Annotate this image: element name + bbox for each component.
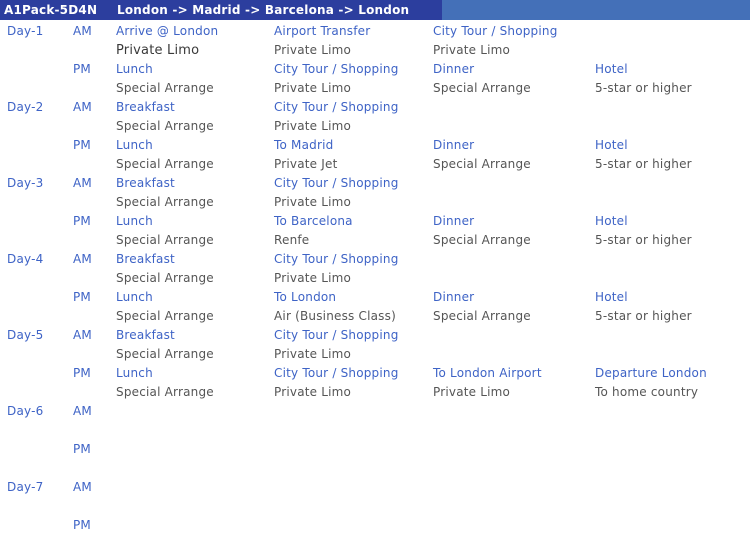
activity-label: Dinner <box>433 138 475 152</box>
day-label: Day-5 <box>7 328 44 342</box>
activity-label: Dinner <box>433 62 475 76</box>
detail-label: 5-star or higher <box>595 309 692 323</box>
day-label: Day-2 <box>7 100 44 114</box>
period-label: AM <box>73 100 92 114</box>
period-label: PM <box>73 290 91 304</box>
period-label: AM <box>73 404 92 418</box>
activity-label: Lunch <box>116 366 153 380</box>
activity-label: Lunch <box>116 62 153 76</box>
activity-label: Breakfast <box>116 100 175 114</box>
day-label: Day-1 <box>7 24 44 38</box>
activity-label: Arrive @ London <box>116 24 219 38</box>
activity-label: City Tour / Shopping <box>274 366 399 380</box>
activity-label: Breakfast <box>116 328 175 342</box>
day-label: Day-4 <box>7 252 44 266</box>
activity-label: To London <box>274 290 337 304</box>
period-label: AM <box>73 252 92 266</box>
activity-label: To Madrid <box>274 138 334 152</box>
detail-label: Private Limo <box>433 43 511 57</box>
detail-label: Special Arrange <box>433 309 531 323</box>
activity-label: Dinner <box>433 214 475 228</box>
period-label: AM <box>73 24 92 38</box>
activity-label: City Tour / Shopping <box>433 24 558 38</box>
period-label: PM <box>73 366 91 380</box>
detail-label: Special Arrange <box>116 195 214 209</box>
detail-label: 5-star or higher <box>595 233 692 247</box>
activity-label: Lunch <box>116 290 153 304</box>
activity-label: Airport Transfer <box>274 24 371 38</box>
period-label: AM <box>73 480 92 494</box>
period-label: PM <box>73 214 91 228</box>
period-label: AM <box>73 328 92 342</box>
detail-label: Private Limo <box>274 271 352 285</box>
activity-label: To London Airport <box>433 366 542 380</box>
detail-label: Special Arrange <box>116 309 214 323</box>
detail-label: Special Arrange <box>116 385 214 399</box>
day-label: Day-6 <box>7 404 44 418</box>
detail-label: 5-star or higher <box>595 157 692 171</box>
detail-label: Private Limo <box>274 347 352 361</box>
period-label: PM <box>73 138 91 152</box>
period-label: AM <box>73 176 92 190</box>
detail-label: Special Arrange <box>116 81 214 95</box>
activity-label: Hotel <box>595 290 628 304</box>
detail-label: Special Arrange <box>116 119 214 133</box>
day-label: Day-7 <box>7 480 44 494</box>
activity-label: City Tour / Shopping <box>274 62 399 76</box>
detail-label: Private Limo <box>274 81 352 95</box>
detail-label: 5-star or higher <box>595 81 692 95</box>
detail-label: Private Limo <box>274 385 352 399</box>
activity-label: City Tour / Shopping <box>274 252 399 266</box>
activity-label: To Barcelona <box>274 214 353 228</box>
detail-label: Special Arrange <box>116 157 214 171</box>
activity-label: Breakfast <box>116 252 175 266</box>
detail-label: Special Arrange <box>433 157 531 171</box>
detail-label: Special Arrange <box>116 271 214 285</box>
detail-label: Private Limo <box>274 119 352 133</box>
detail-label: Special Arrange <box>116 233 214 247</box>
activity-label: Departure London <box>595 366 707 380</box>
activity-label: Hotel <box>595 62 628 76</box>
detail-label: Private Limo <box>274 43 352 57</box>
detail-label: Private Limo <box>274 195 352 209</box>
detail-label: Air (Business Class) <box>274 309 396 323</box>
activity-label: Dinner <box>433 290 475 304</box>
detail-label: Special Arrange <box>433 233 531 247</box>
activity-label: Lunch <box>116 214 153 228</box>
activity-label: Hotel <box>595 214 628 228</box>
detail-label: Private Jet <box>274 157 338 171</box>
detail-label: Private Limo <box>433 385 511 399</box>
package-code: A1Pack-5D4N <box>4 3 98 17</box>
detail-label: To home country <box>595 385 699 399</box>
period-label: PM <box>73 62 91 76</box>
day-label: Day-3 <box>7 176 44 190</box>
activity-label: Hotel <box>595 138 628 152</box>
detail-label: Special Arrange <box>116 347 214 361</box>
activity-label: City Tour / Shopping <box>274 100 399 114</box>
activity-label: City Tour / Shopping <box>274 328 399 342</box>
detail-label: Special Arrange <box>433 81 531 95</box>
activity-label: City Tour / Shopping <box>274 176 399 190</box>
period-label: PM <box>73 442 91 456</box>
detail-label: Renfe <box>274 233 310 247</box>
detail-label: Private Limo <box>116 43 200 58</box>
activity-label: Lunch <box>116 138 153 152</box>
activity-label: Breakfast <box>116 176 175 190</box>
period-label: PM <box>73 518 91 532</box>
route-title: London -> Madrid -> Barcelona -> London <box>117 3 410 17</box>
